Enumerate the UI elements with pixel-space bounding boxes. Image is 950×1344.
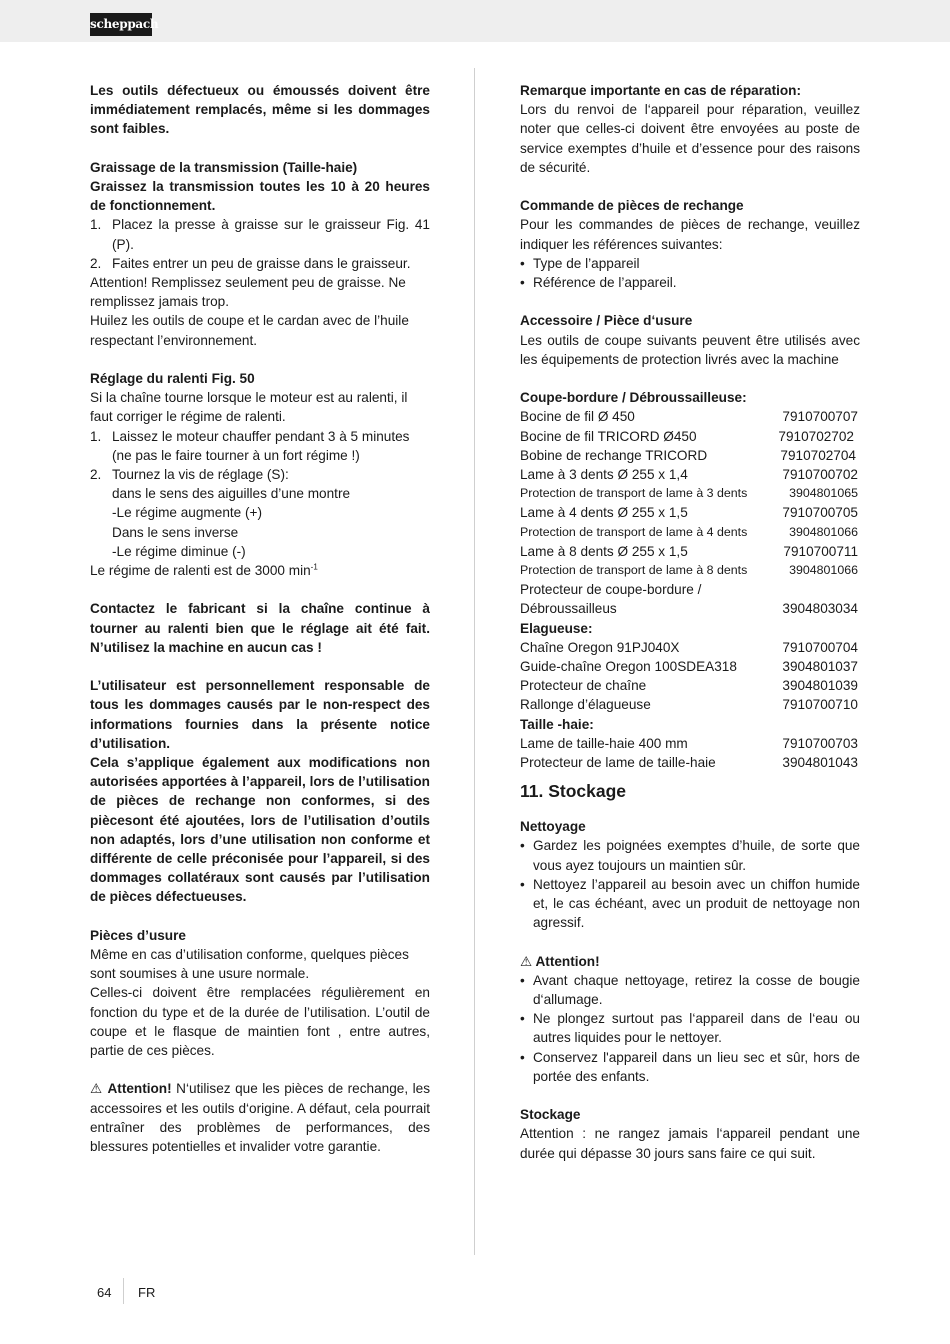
part-name: Chaîne Oregon 91PJ040X [520,639,680,655]
idle-rate-exponent: -1 [310,562,318,572]
attention-title [520,952,860,971]
part-row [520,676,860,695]
part-ref: 3904801043 [782,755,858,771]
part-ref: 7910702702 [778,428,854,444]
part-ref: 7910700707 [782,409,858,425]
column-divider [474,68,475,1255]
bullet: • [520,972,525,988]
liability-paragraph: L’utilisateur est personnellement responsable de tous les dommages causés par le non-respect des informations fournies dans la présente notice d’utilisation. [90,678,430,751]
part-ref: 7910700702 [782,467,858,483]
idle-intro: Si la chaîne tourne lorsque le moteur est au ralenti, il faut corriger le régime de ralenti. [90,390,408,425]
list-item-text: Gardez les poignées exemptes d’huile, de sorte que vous ayez toujours un maintien sûr. [533,838,860,873]
contact-manufacturer-warning: Contactez le fabricant si la chaîne continue à tourner au ralenti bien que le réglage ait été fait. N’utilisez la machine en aucun cas ! [90,601,430,655]
storage-text: Attention : ne rangez jamais l‘appareil pendant une durée qui dépasse 30 jours sans faire ce qui suit. [520,1126,860,1161]
part-row [520,484,860,503]
bullet: • [520,838,525,854]
part-ref: 3904801039 [782,678,858,694]
part-row [520,427,860,446]
part-name: Protecteur de lame de taille-haie [520,755,716,771]
wear-parts-text: Celles-ci doivent être remplacées régulièrement en fonction du type et de la durée de l’utilisation. L’outil de coupe et le flasque de maintien font , entre autres, partie de ces pièces. [90,985,430,1059]
list-item-text: Conservez l'appareil dans un lieu sec et sûr, hors de portée des enfants. [533,1049,860,1084]
part-ref: 7910702704 [780,447,856,463]
list-item [520,1009,860,1047]
part-ref: 3904801037 [782,659,858,675]
wear-parts-text: Même en cas d’utilisation conforme, quelques pièces sont soumises à une usure normale. [90,947,409,982]
part-ref: 7910700703 [782,735,858,751]
grease-warning: Attention! Remplissez seulement peu de graisse. Ne remplissez jamais trop. [90,275,406,310]
idle-rate [90,561,430,580]
bullet: • [520,1011,525,1027]
part-name: Bobine de rechange TRICORD [520,447,708,463]
warning-triangle-icon: ⚠ [520,953,533,969]
part-row [520,523,860,542]
page-number: 64 [97,1285,112,1300]
protector-line: Protecteur de coupe-bordure / [520,582,702,598]
liability-paragraph: Cela s’applique également aux modifications non autorisées apportées à l’appareil, lors de l’utilisation de pièces de rechange non conformes, si des piècesont été ajoutées, lors de l’utilisation d’outils non adaptés, lors d’une utilisation non conforme et différente de celle préconisée pour l’appareil, si des dommages collatéraux sont causés par l’utilisation de pièces défectueuses. [90,755,430,905]
repair-title: Remarque importante en cas de réparation: [520,83,802,98]
part-row [520,542,860,561]
part-row [520,503,860,522]
accessory-title: Accessoire / Pièce d‘usure [520,313,693,329]
idle-substep: -Le régime augmente (+) [112,505,262,521]
section-title-storage: 11. Stockage [520,781,627,802]
left-column [90,81,430,1156]
part-row [520,638,860,657]
part-name: Rallonge d’élagueuse [520,697,651,713]
part-ref: 3904803034 [782,601,858,617]
part-name: Lame à 3 dents Ø 255 x 1,4 [520,467,688,483]
storage-title: Stockage [520,1107,581,1123]
part-ref: 7910700704 [782,639,858,655]
grease-oil-note: Huilez les outils de coupe et le cardan avec de l’huile respectant l’environnement. [90,313,409,348]
language-code: FR [138,1285,156,1300]
step-text: Placez la presse à graisse sur le graisseur Fig. 41 (P). [112,217,430,252]
bullet: • [520,876,525,892]
part-ref: 3904801066 [789,524,858,539]
idle-substep: dans le sens des aiguilles d’une montre [112,486,351,502]
idle-title: Réglage du ralenti Fig. 50 [90,371,255,387]
step-text: Laissez le moteur chauffer pendant 3 à 5 minutes (ne pas le faire tourner à un fort régime !) [112,428,410,463]
brand-logo: scheppach [90,13,152,36]
part-row [520,599,860,618]
part-ref: 7910700705 [782,505,858,521]
idle-rate-text: Le régime de ralenti est de 3000 min [90,563,311,579]
list-item-text: Ne plongez surtout pas l‘appareil dans de l‘eau ou autres liquides pour le nettoyer. [533,1011,860,1046]
part-row [520,753,860,772]
grease-title: Graissage de la transmission (Taille-haie) [90,159,358,175]
step-text: Tournez la vis de réglage (S): [112,467,289,483]
wear-parts-title: Pièces d’usure [90,927,186,943]
defective-tools-warning: Les outils défectueux ou émoussés doivent être immédiatement remplacés, même si les dommages sont faibles. [90,83,430,137]
footer-divider [123,1278,124,1304]
part-name: Lame à 4 dents Ø 255 x 1,5 [520,505,688,521]
bullet: • [520,255,525,271]
list-item-text: Référence de l’appareil. [533,275,677,291]
part-name: Protection de transport de lame à 8 dents [520,563,748,578]
step-text: Faites entrer un peu de graisse dans le graisseur. [112,255,411,271]
part-name: Lame de taille-haie 400 mm [520,735,688,751]
grease-step [90,254,430,273]
attention-text: N‘utilisez que les pièces de rechange, les accessoires et les outils d‘origine. A défaut, cela pourrait entraîner des problèmes de performances, des blessures potentielles et invalider votre garantie. [90,1081,431,1155]
part-name: Protecteur de chaîne [520,678,647,694]
part-row [520,734,860,753]
grease-step [90,215,430,253]
part-ref: 7910700710 [782,697,858,713]
idle-substep: -Le régime diminue (-) [112,543,246,559]
list-item [520,254,860,273]
list-item [520,273,860,292]
part-row [520,465,860,484]
idle-substep: Dans le sens inverse [112,524,239,540]
original-parts-warning [90,1079,430,1156]
attention-label: Attention! [535,953,600,969]
repair-text: Lors du renvoi de l‘appareil pour réparation, veuillez noter que celles-ci doivent être envoyées au poste de service exemptes d’huile et d’essence pour des raisons de sécurité. [520,102,860,175]
part-row [520,695,860,714]
bullet: • [520,1049,525,1065]
step-number: 2. [90,255,102,271]
part-ref: 3904801065 [789,486,858,501]
attention-label: Attention! [107,1081,172,1097]
trimmer-title: Coupe-bordure / Débroussailleuse: [520,390,747,406]
list-item [520,836,860,874]
part-row [520,407,860,426]
warning-triangle-icon: ⚠ [90,1081,103,1097]
part-name: Bocine de fil TRICORD Ø450 [520,428,697,444]
part-name: Débroussailleus [520,601,617,617]
part-name: Lame à 8 dents Ø 255 x 1,5 [520,543,688,559]
part-ref: 3904801066 [789,563,858,578]
part-name: Protection de transport de lame à 4 dents [520,524,748,539]
grease-interval: Graissez la transmission toutes les 10 à 20 heures de fonctionnement. [90,179,430,214]
bullet: • [520,275,525,291]
order-text: Pour les commandes de pièces de rechange, veuillez indiquer les références suivantes: [520,217,860,252]
part-row [520,657,860,676]
list-item [520,971,860,1009]
part-name: Protection de transport de lame à 3 dents [520,486,748,501]
order-title: Commande de pièces de rechange [520,198,744,214]
list-item-text: Avant chaque nettoyage, retirez la cosse de bougie d‘allumage. [533,972,860,1008]
list-item-text: Nettoyez l’appareil au besoin avec un chiffon humide et, le cas échéant, avec un produit de nettoyage non agressif. [533,876,860,931]
list-item-text: Type de l’appareil [533,255,640,271]
idle-step [90,465,430,484]
part-name: Guide-chaîne Oregon 100SDEA318 [520,659,737,675]
step-number: 1. [90,217,102,233]
part-ref: 7910700711 [783,543,858,559]
list-item [520,875,860,933]
pruner-title: Elagueuse: [520,620,593,636]
accessory-text: Les outils de coupe suivants peuvent être utilisés avec les équipements de protection livrés avec la machine [520,332,860,367]
part-name: Bocine de fil Ø 450 [520,409,635,425]
part-row [520,446,860,465]
cleaning-title: Nettoyage [520,819,586,835]
idle-step [90,427,430,465]
list-item [520,1048,860,1086]
right-column [520,81,860,1163]
part-row [520,561,860,580]
header-bar [0,0,950,42]
step-number: 1. [90,428,102,444]
step-number: 2. [90,467,102,483]
hedge-title: Taille -haie: [520,716,594,732]
